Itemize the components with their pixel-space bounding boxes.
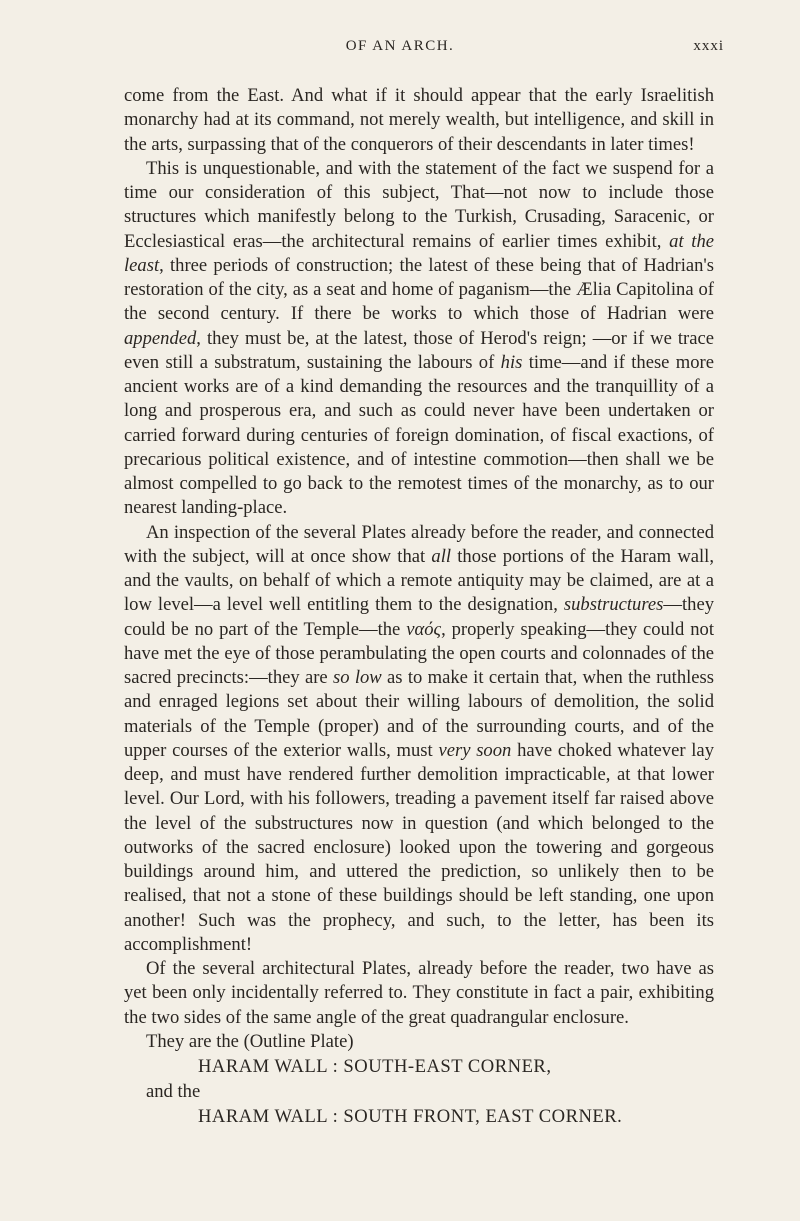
text-segment: very soon (438, 739, 512, 761)
page-header (0, 38, 800, 62)
text-segment: all (431, 545, 452, 567)
text-segment: , they must be, at the latest, those of Herod's reign; —or if we trace even still a substratum, sustaining the labours of (124, 327, 714, 373)
running-title: OF AN ARCH. (345, 38, 455, 54)
text-segment: as to make it certain that, when the ruthless and enraged legions set about their willing labours of demolition, the solid materials of the Temple (proper) and of the surrounding courts, and of the upper courses of the exterior walls, must (124, 667, 715, 761)
text-segment: They are the (Outline Plate) (146, 1030, 354, 1052)
plate-heading-1: HARAM WALL : SOUTH-EAST CORNER, (198, 1056, 552, 1077)
text-segment: come from the East. And what if it should appear that the early Israelitish monarchy had at its command, not merely wealth, but intelligence, and skill in the arts, surpassing that of the conquerors of their descendants in later times! (124, 85, 714, 155)
body-text (124, 84, 714, 1130)
text-segment: his (500, 351, 523, 373)
paragraph-3 (124, 521, 714, 958)
text-segment: appended (124, 327, 197, 349)
text-segment: This is unquestionable, and with the statement of the fact we suspend for a time our consideration of this subject, That—not now to include those structures which manifestly belong to the Turkish, Crusading, Saracenic, or Ecclesiastical eras—the architectural remains of earlier times exhibit, (124, 157, 714, 252)
text-segment: at the least (124, 230, 714, 276)
text-segment: ναός (406, 618, 442, 640)
text-segment: , three periods of construction; the latest of these being that of Hadrian's restoration of the city, as a seat and home of paganism—the Ælia Capitolina of the second century. If there be works to which those of Hadrian were (124, 254, 714, 325)
paragraph-5 (124, 1030, 714, 1054)
paragraph-4 (124, 957, 714, 1030)
text-segment: An inspection of the several Plates already before the reader, and connected with the subject, will at once show that (124, 521, 714, 567)
page-number: xxxi (693, 38, 724, 54)
paragraph-1 (124, 84, 714, 157)
text-segment: have choked whatever lay deep, and must have rendered further demolition impracticable, at that lower level. Our Lord, with his followers, treading a pavement itself far raised above the level of the substructures now in question (and which belonged to the outworks of the sacred enclosure) looked upon the towering and gorgeous buildings around him, and uttered the prediction, so unlikely then to be realised, that not a stone of these buildings should be left standing, one upon another! Such was the prophecy, and such, to the letter, has been its accomplishment! (124, 739, 714, 955)
paragraph-2 (124, 157, 714, 521)
text-segment: substructures (563, 594, 664, 616)
text-segment: those portions of the Haram wall, and the vaults, on behalf of which a remote antiquity may be claimed, are at a low level—a level well entitling them to the designation, (124, 545, 714, 616)
text-segment: —they could be no part of the Temple—the (124, 594, 714, 640)
connector-text: and the (146, 1081, 201, 1102)
plate-heading-2: HARAM WALL : SOUTH FRONT, EAST CORNER. (198, 1106, 623, 1128)
text-segment: , properly speaking—they could not have met the eye of those perambulating the open courts and colonnades of the sacred precincts:—they are (124, 618, 714, 688)
text-segment: Of the several architectural Plates, already before the reader, two have as yet been only incidentally referred to. They constitute in fact a pair, exhibiting the two sides of the same angle of the great quadrangular enclosure. (124, 958, 714, 1028)
text-segment: so low (333, 667, 382, 688)
text-segment: time—and if these more ancient works are of a kind demanding the resources and the tranquillity of a long and prosperous era, and such as could never have been undertaken or carried forward during centuries of foreign domination, of fiscal exactions, of precarious political existence, and of intestine commotion—then shall we be almost compelled to go back to the remotest times of the monarchy, as to our nearest landing-place. (124, 351, 714, 519)
